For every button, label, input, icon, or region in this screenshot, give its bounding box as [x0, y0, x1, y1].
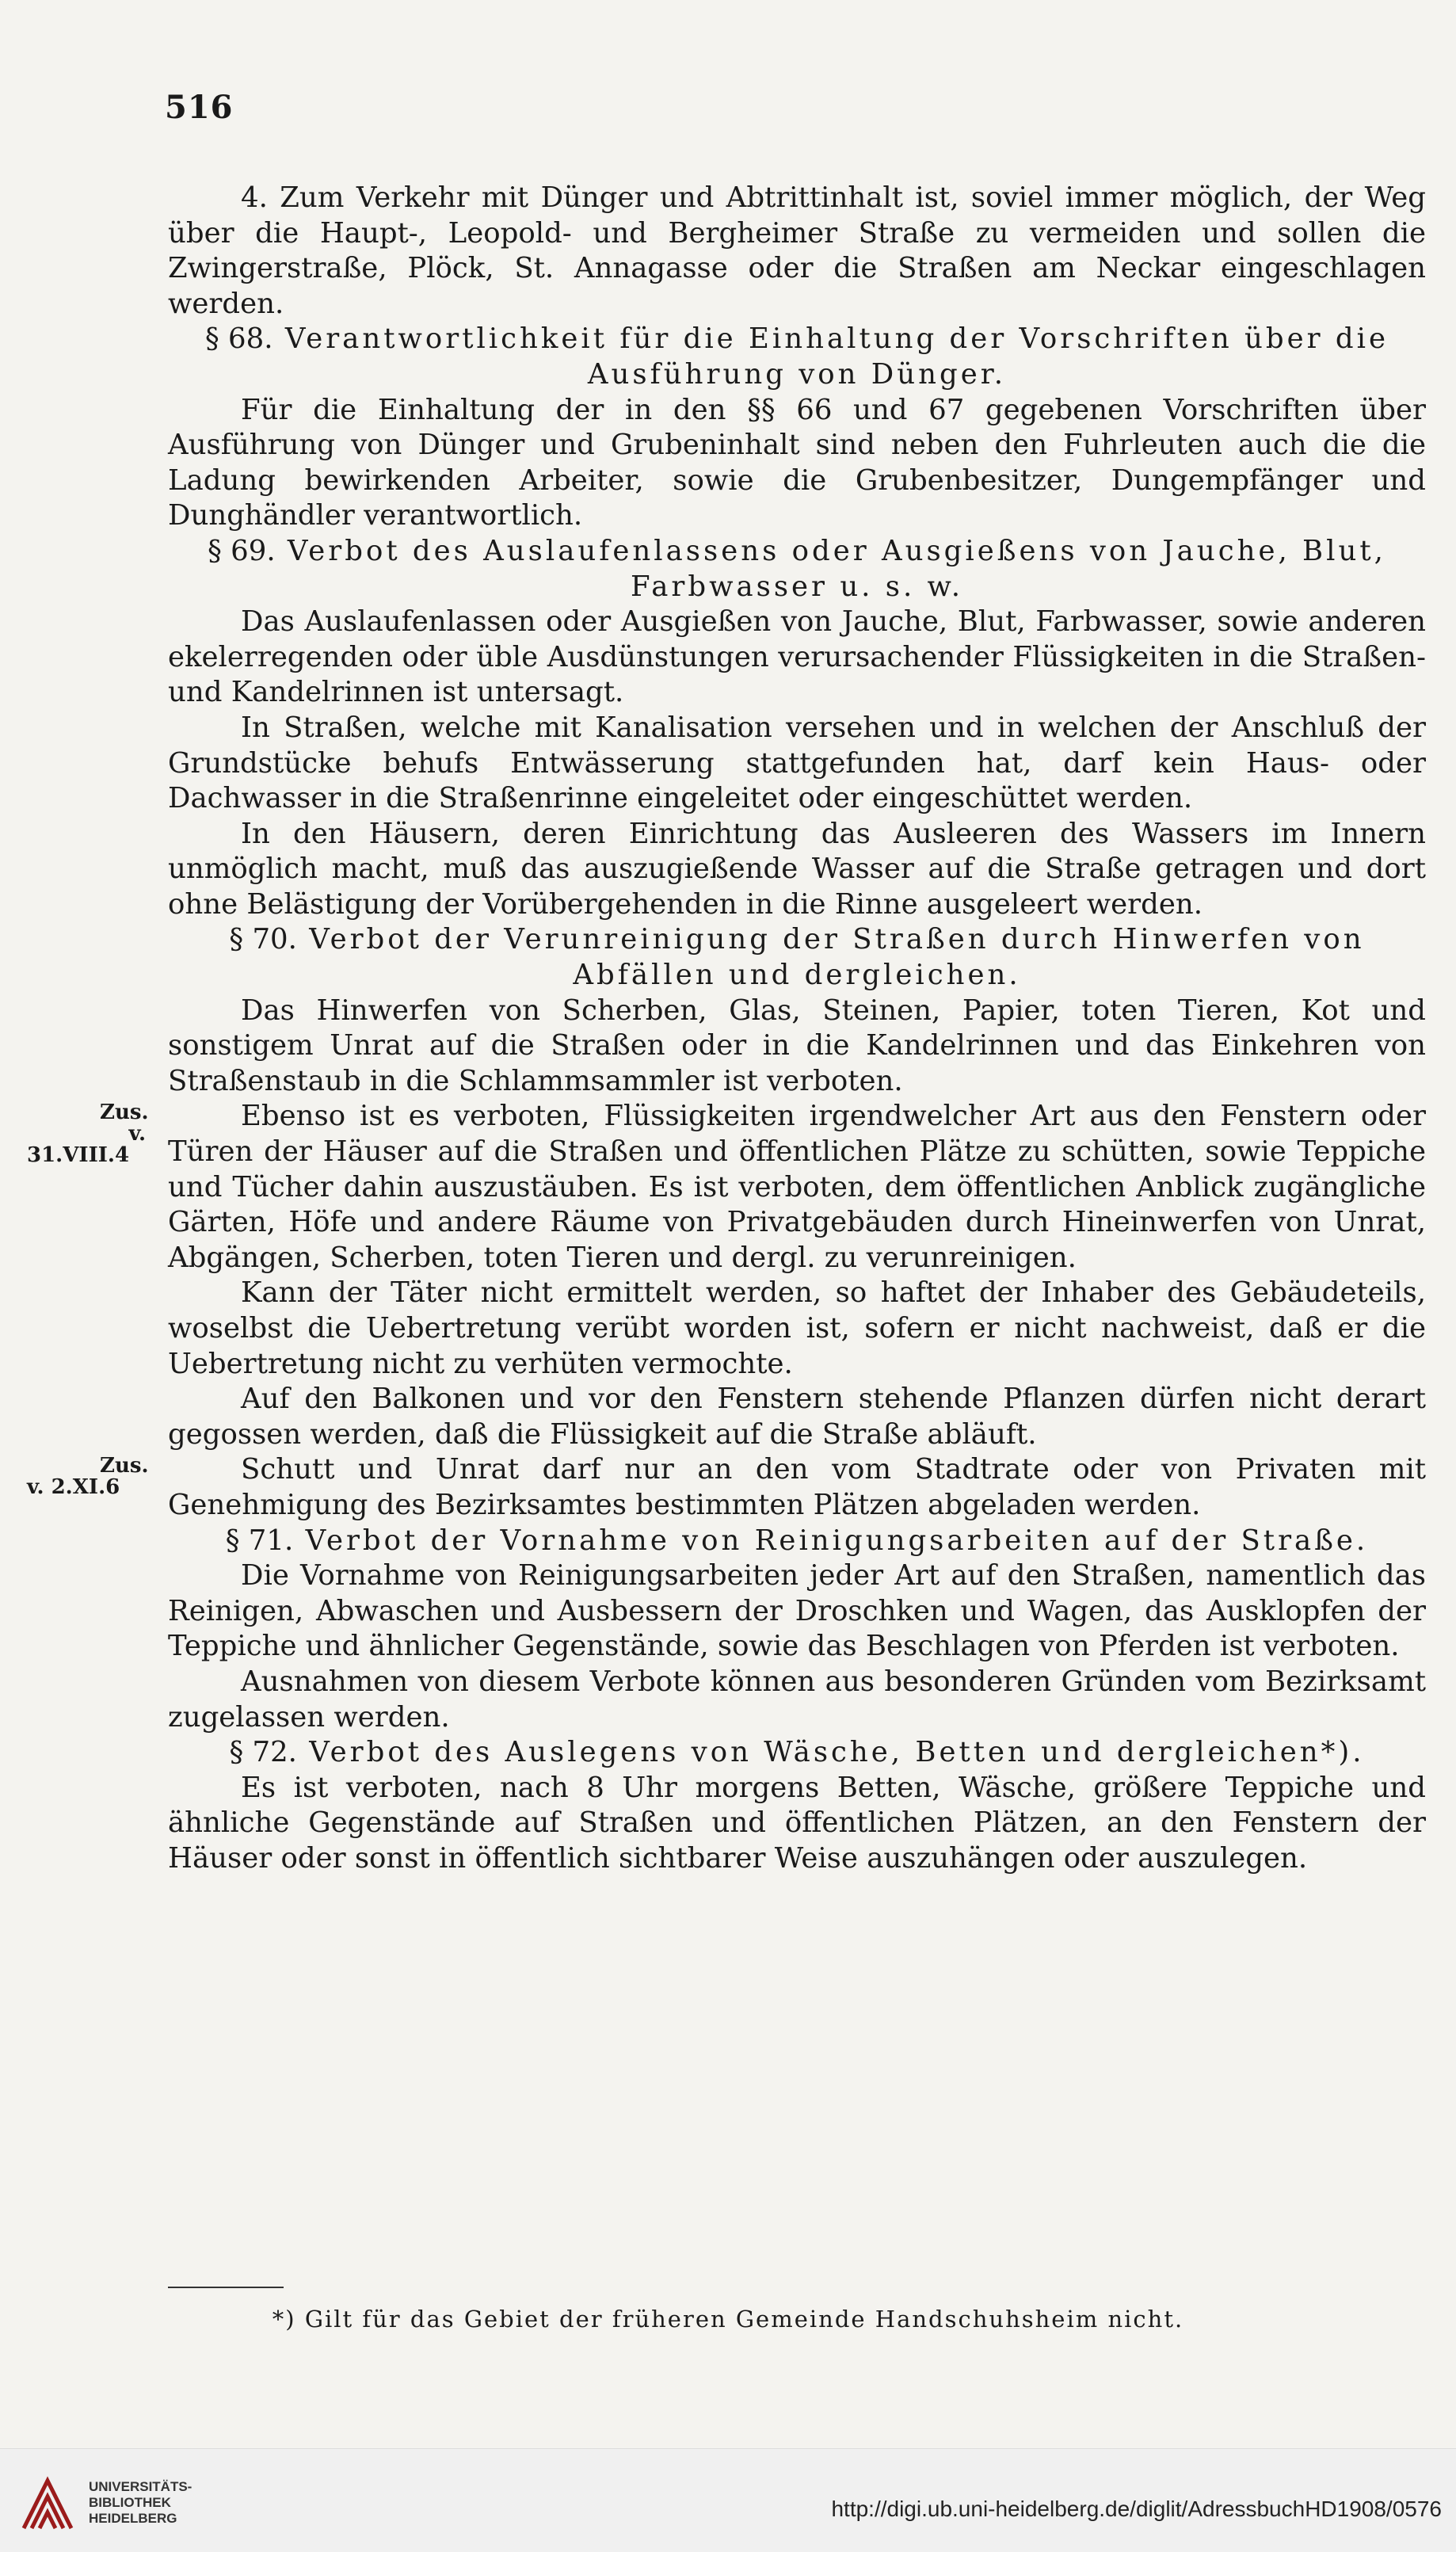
section-title: Verbot der Vornahme von Reinigungsarbeiten auf der Straße.: [305, 1524, 1369, 1557]
paragraph: Ebenso ist es verboten, Flüssigkeiten irgendwelcher Art aus den Fenstern oder Türen der Häuser auf die Straßen und öffentlichen Plätze zu schütten, sowie Teppiche und Tücher dahin auszustäuben. Es ist verboten, dem öffentlichen Anblick zugängliche Gärten, Höfe und andere Räume von Privatgebäuden durch Hineinwerfen von Unrat, Abgängen, Scherben, toten Tieren und dergl. zu verunreinigen. Zus. v. 31.VIII.4: [27, 1100, 1426, 1274]
section-heading: [168, 922, 1426, 993]
paragraph: In Straßen, welche mit Kanalisation versehen und in welchen der Anschluß der Grundstücke behufs Entwässerung stattgefunden hat, darf kein Haus- oder Dachwasser in die Straßenrinne eingeleitet oder eingeschüttet werden.: [168, 711, 1426, 815]
margin-note: Zus. v. 2.XI.6: [27, 1454, 149, 1500]
paragraph: Das Hinwerfen von Scherben, Glas, Steinen, Papier, toten Tieren, Kot und sonstigem Unrat auf die Straßen oder in die Kandelrinnen und das Einkehren von Straßenstaub in die Schlammsammler ist verboten.: [168, 994, 1426, 1097]
footnote: *) Gilt für das Gebiet der früheren Gemeinde Handschuhsheim nicht.: [272, 2306, 1184, 2333]
paragraph: Kann der Täter nicht ermittelt werden, so haftet der Inhaber des Gebäudeteils, woselbst die Uebertretung verübt worden ist, sofern er nicht nachweist, daß er die Uebertretung nicht zu verhüten vermochte.: [168, 1276, 1426, 1380]
section-number: § 69.: [208, 534, 276, 567]
document-body: [27, 181, 1426, 1877]
section-heading: [168, 1735, 1426, 1771]
paragraph: Auf den Balkonen und vor den Fenstern stehende Pflanzen dürfen nicht derart gegossen werden, daß die Flüssigkeit auf die Straße abläuft.: [168, 1383, 1426, 1451]
section-number: § 70.: [229, 923, 297, 956]
library-logo[interactable]: [16, 2473, 253, 2536]
section-number: § 71.: [225, 1524, 294, 1557]
section-number: § 72.: [229, 1736, 297, 1769]
library-name-line-2: BIBLIOTHEK: [89, 2495, 171, 2510]
library-seal-icon: [16, 2473, 79, 2536]
section-title: Verantwortlichkeit für die Einhaltung der Vorschriften über die Ausführung von Dünger.: [284, 322, 1389, 391]
section-title: Verbot des Auslegens von Wäsche, Betten und dergleichen*).: [309, 1736, 1365, 1769]
section-number: § 68.: [205, 322, 273, 356]
section-title: Verbot der Verunreinigung der Straßen durch Hinwerfen von Abfällen und dergleichen.: [309, 923, 1365, 992]
section-heading: [168, 322, 1426, 392]
paragraph: In den Häusern, deren Einrichtung das Ausleeren des Wassers im Innern unmöglich macht, muß das auszugießende Wasser auf die Straße getragen und dort ohne Belästigung der Vorübergehenden in die Rinne ausgeleert werden.: [168, 817, 1426, 921]
paragraph: 4. Zum Verkehr mit Dünger und Abtrittinhalt ist, soviel immer möglich, der Weg über die Haupt-, Leopold- und Bergheimer Straße zu vermeiden und sollen die Zwingerstraße, Plöck, St. Annagasse oder die Straßen am Neckar eingeschlagen werden.: [168, 181, 1426, 320]
library-name-line-1: UNIVERSITÄTS-: [89, 2479, 192, 2494]
margin-note: Zus. v. 31.VIII.4: [27, 1101, 149, 1168]
paragraph: Ausnahmen von diesem Verbote können aus besonderen Gründen vom Bezirksamt zugelassen werden.: [168, 1665, 1426, 1734]
paragraph: Die Vornahme von Reinigungsarbeiten jeder Art auf den Straßen, namentlich das Reinigen, Abwaschen und Ausbessern der Droschken und Wagen, das Ausklopfen der Teppiche und ähnlicher Gegenstände, sowie das Beschlagen von Pferden ist verboten.: [168, 1559, 1426, 1663]
paragraph: Es ist verboten, nach 8 Uhr morgens Betten, Wäsche, größere Teppiche und ähnliche Gegenstände auf Straßen und öffentlichen Plätzen, an den Fenstern der Häuser oder sonst in öffentlich sichtbarer Weise auszuhängen oder auszulegen.: [168, 1771, 1426, 1875]
source-url-link[interactable]: http://digi.ub.uni-heidelberg.de/diglit/AdressbuchHD1908/0576: [831, 2497, 1442, 2521]
library-name: [89, 2479, 192, 2527]
section-heading: [168, 1524, 1426, 1559]
section-heading: [168, 534, 1426, 605]
footnote-rule: [168, 2287, 284, 2288]
paragraph: Das Auslaufenlassen oder Ausgießen von Jauche, Blut, Farbwasser, sowie anderen ekelerregenden oder üble Ausdünstungen verursachender Flüssigkeiten in die Straßen- und Kandelrinnen ist untersagt.: [168, 605, 1426, 709]
paragraph: Für die Einhaltung der in den §§ 66 und 67 gegebenen Vorschriften über Ausführung von Dünger und Grubeninhalt sind neben den Fuhrleuten auch die die Ladung bewirkenden Arbeiter, sowie die Grubenbesitzer, Dungempfänger und Dunghändler verantwortlich.: [168, 393, 1426, 532]
footer-bar: [0, 2448, 1456, 2552]
library-name-line-3: HEIDELBERG: [89, 2511, 177, 2526]
paragraph: Schutt und Unrat darf nur an den vom Stadtrate oder von Privaten mit Genehmigung des Bezirksamtes bestimmten Plätzen abgeladen werden. Zus. v. 2.XI.6: [27, 1453, 1426, 1521]
page-number: 516: [165, 89, 234, 126]
section-title: Verbot des Auslaufenlassens oder Ausgießens von Jauche, Blut, Farbwasser u. s. w.: [287, 534, 1386, 603]
